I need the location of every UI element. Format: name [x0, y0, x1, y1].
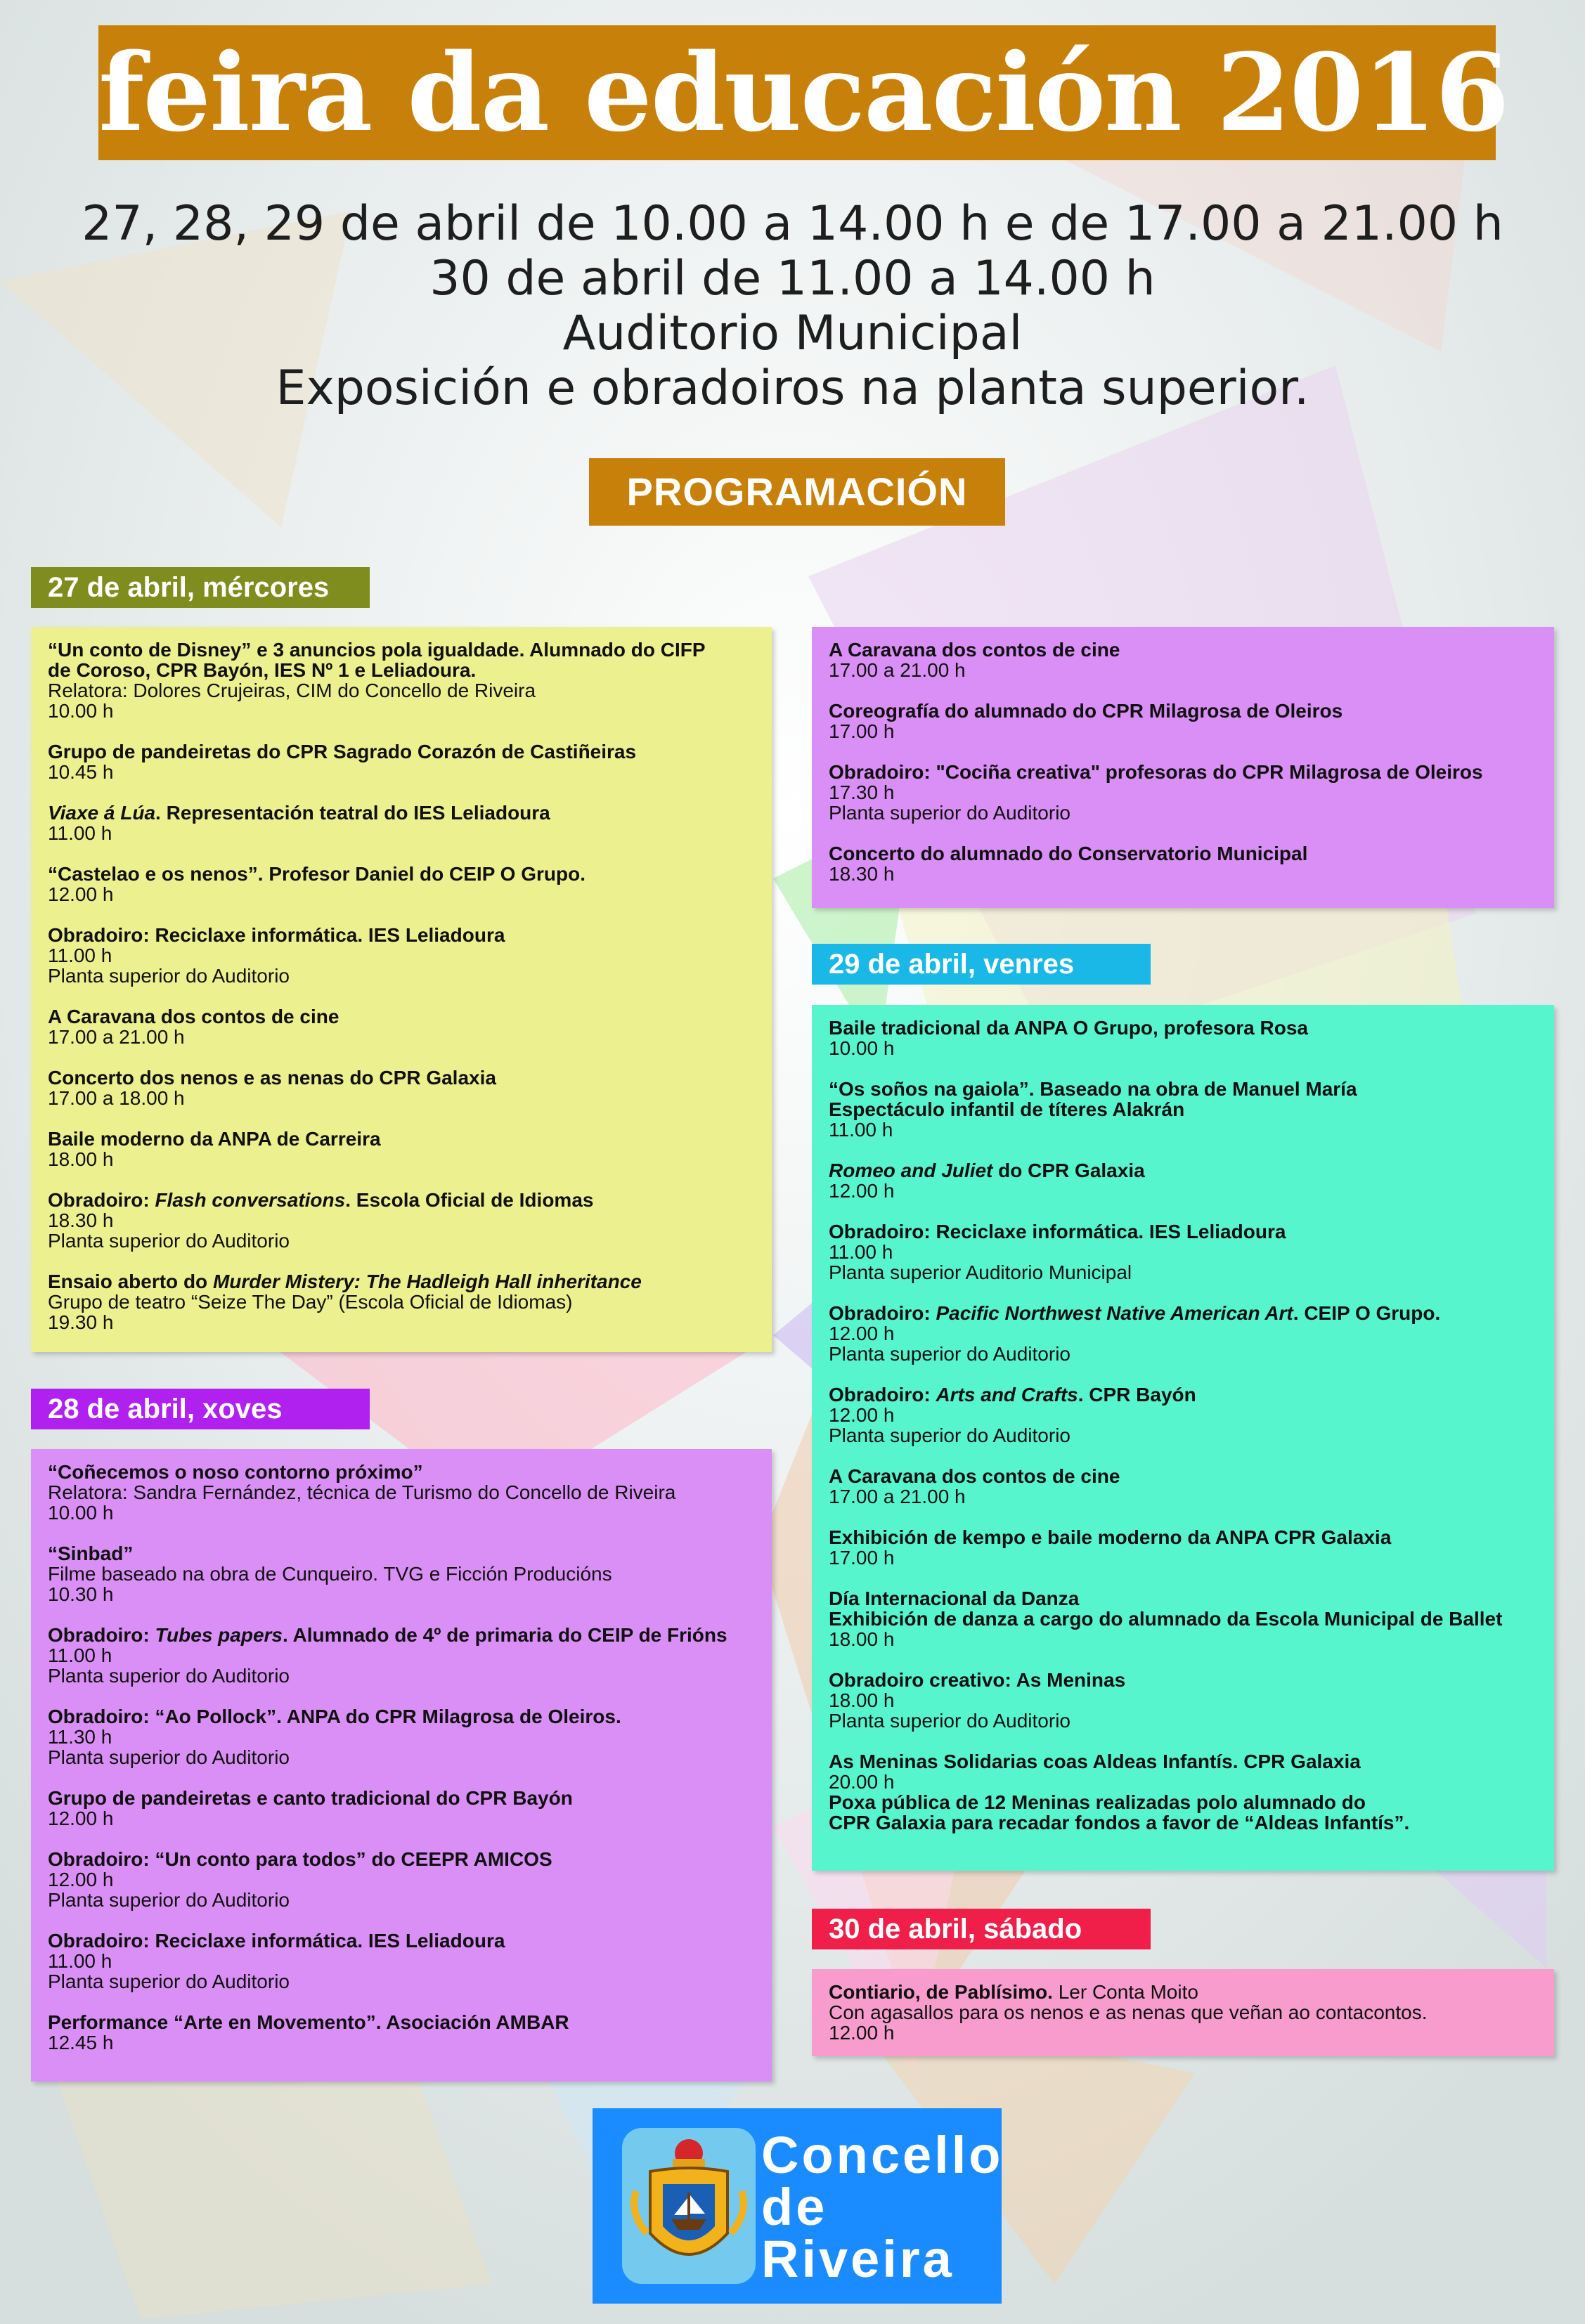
schedule-event [829, 1751, 1537, 1833]
info-saturday: 30 de abril de 11.00 a 14.00 h [429, 251, 1156, 306]
event-title [829, 640, 1537, 660]
schedule-event [48, 1067, 755, 1108]
event-title-text: A Caravana dos contos de cine [48, 1006, 339, 1027]
event-detail: Planta superior do Auditorio [48, 1665, 290, 1687]
event-detail: 18.00 h [48, 1148, 114, 1170]
event-detail: 17.00 h [829, 720, 895, 742]
schedule-29 [812, 1005, 1554, 1871]
event-title [829, 1384, 1537, 1405]
event-title-text: “Un conto de Disney” e 3 anuncios pola igualdade. Alumnado do CIFP [48, 639, 706, 661]
event-detail: 17.30 h [829, 781, 895, 803]
event-title [48, 1190, 755, 1210]
schedule-event [48, 1930, 755, 1992]
event-title-text: A Caravana dos contos de cine [829, 1465, 1120, 1487]
schedule-event [829, 843, 1537, 884]
event-info [0, 197, 1585, 416]
event-title-text: Obradoiro creativo: As Meninas [829, 1669, 1126, 1691]
event-title [829, 1303, 1537, 1323]
event-detail: 12.00 h [829, 1323, 895, 1344]
schedule-30 [812, 1969, 1554, 2056]
event-title-text: Obradoiro: “Ao Pollock”. ANPA do CPR Milagrosa de Oleiros. [48, 1706, 621, 1727]
schedule-event [829, 1466, 1537, 1507]
event-title [829, 1466, 1537, 1486]
event-detail: 20.00 h [829, 1771, 895, 1793]
event-title-text: Grupo de pandeiretas do CPR Sagrado Corazón de Castiñeiras [48, 741, 637, 762]
event-title-italic: Murder Mistery: The Hadleigh Hall inheritance [212, 1271, 642, 1292]
event-title-italic: Viaxe á Lúa [48, 802, 156, 824]
event-detail: 10.00 h [48, 1502, 114, 1524]
event-detail: Con agasallos para os nenos e as nenas que veñan ao contacontos. [829, 2001, 1428, 2023]
schedule-event [829, 1588, 1537, 1649]
schedule-event [829, 1018, 1537, 1058]
event-detail: 11.30 h [48, 1726, 112, 1748]
schedule-event [829, 1221, 1537, 1283]
concello-logo [593, 2108, 1002, 2304]
schedule-event [48, 1788, 755, 1829]
event-detail: 11.00 h [48, 1950, 112, 1972]
logo-text [761, 2126, 1004, 2288]
schedule-event [48, 1625, 755, 1686]
coat-of-arms-icon [622, 2128, 756, 2284]
info-venue: Auditorio Municipal [562, 306, 1023, 361]
schedule-event [48, 2012, 755, 2053]
event-detail: Planta superior do Auditorio [829, 1710, 1070, 1732]
event-title-text: Obradoiro: "Cociña creativa" profesoras do CPR Milagrosa de Oleiros [829, 761, 1483, 783]
event-detail: 12.00 h [829, 2022, 895, 2044]
event-detail: 11.00 h [48, 944, 112, 966]
event-title [829, 1588, 1537, 1609]
event-detail: 12.45 h [48, 2032, 114, 2053]
schedule-event [48, 640, 755, 721]
schedule-event [829, 701, 1537, 741]
event-detail: Planta superior do Auditorio [829, 1424, 1070, 1446]
event-title-rest: . Alumnado de 4º de primaria do CEIP de Frións [283, 1624, 727, 1646]
event-title-text: Obradoiro: “Un conto para todos” do CEEPR AMICOS [48, 1848, 552, 1870]
event-title-italic: Pacific Northwest Native American Art [936, 1302, 1293, 1324]
event-detail: Relatora: Sandra Fernández, técnica de Turismo do Concello de Riveira [48, 1481, 676, 1503]
event-title [829, 1018, 1537, 1038]
event-detail: Planta superior do Auditorio [48, 1746, 290, 1768]
event-title [48, 1706, 755, 1727]
event-detail: Filme baseado na obra de Cunqueiro. TVG e Ficción Producións [48, 1563, 612, 1585]
day-header-29: 29 de abril, venres [812, 944, 1151, 985]
event-detail: Relatora: Dolores Crujeiras, CIM do Concello de Riveira [48, 680, 536, 701]
page-title: feira da educación 2016 [98, 25, 1496, 160]
event-title [48, 864, 755, 884]
event-detail: 12.00 h [48, 883, 114, 905]
event-title-plain: Ler Conta Moito [1052, 1981, 1198, 2003]
schedule-28 [31, 1449, 772, 2082]
event-title-rest: . CPR Bayón [1078, 1384, 1196, 1406]
event-title-italic: Romeo and Juliet [829, 1160, 993, 1181]
event-detail: 10.45 h [48, 761, 114, 783]
schedule-event [829, 640, 1537, 680]
event-title [829, 1221, 1537, 1242]
info-exhibition: Exposición e obradoiros na planta superior. [276, 361, 1309, 416]
event-detail: Espectáculo infantil de títeres Alakrán [829, 1098, 1185, 1120]
event-title-text: Obradoiro: Reciclaxe informática. IES Leliadoura [48, 924, 505, 946]
event-title [48, 1129, 755, 1149]
event-title-text: “Castelao e os nenos”. Profesor Daniel do CEIP O Grupo. [48, 863, 586, 885]
event-title-text: Baile tradicional da ANPA O Grupo, profesora Rosa [829, 1017, 1308, 1039]
event-title-text: Coreografía do alumnado do CPR Milagrosa de Oleiros [829, 700, 1343, 722]
event-title [48, 1788, 755, 1808]
schedule-27 [31, 627, 772, 1352]
event-detail: Planta superior do Auditorio [48, 1971, 290, 1992]
schedule-28-afternoon [812, 627, 1554, 908]
schedule-event [48, 1129, 755, 1169]
event-detail: 10.00 h [48, 700, 114, 722]
event-title [829, 1527, 1537, 1547]
event-detail: Planta superior do Auditorio [48, 1889, 290, 1911]
day-header-27: 27 de abril, mércores [31, 567, 370, 608]
event-title [829, 762, 1537, 782]
event-detail: 11.00 h [829, 1241, 893, 1263]
event-detail: Planta superior do Auditorio [48, 1230, 290, 1252]
schedule-event [48, 925, 755, 986]
logo-line-3: Riveira [761, 2230, 955, 2288]
event-title-text: “Sinbad” [48, 1543, 134, 1564]
logo-line-2: de [761, 2178, 828, 2236]
event-title-italic: Flash conversations [155, 1189, 346, 1211]
schedule-event [829, 1670, 1537, 1731]
schedule-event [829, 762, 1537, 823]
event-title-text: Obradoiro: Reciclaxe informática. IES Leliadoura [48, 1930, 505, 1952]
event-title-prefix: Obradoiro: [829, 1302, 936, 1324]
event-title [829, 701, 1537, 721]
event-title-rest: . Representación teatral do IES Leliadoura [155, 802, 550, 824]
event-detail: Exhibición de danza a cargo do alumnado da Escola Municipal de Ballet [829, 1608, 1503, 1630]
schedule-event [829, 1079, 1537, 1140]
day-header-30: 30 de abril, sábado [812, 1909, 1151, 1949]
event-detail: 18.30 h [829, 863, 895, 885]
event-title-text: Contiario, de Pablísimo. [829, 1981, 1053, 2003]
event-title [829, 1079, 1537, 1099]
event-detail: 17.00 h [829, 1547, 895, 1569]
event-title-text: A Caravana dos contos de cine [829, 639, 1120, 661]
event-detail: 11.00 h [48, 1644, 112, 1666]
event-title [829, 1982, 1537, 2002]
event-title [48, 1849, 755, 1869]
event-title-text: Día Internacional da Danza [829, 1588, 1080, 1609]
event-title [48, 1930, 755, 1951]
event-detail: 17.00 a 18.00 h [48, 1087, 185, 1109]
logo-line-1: Concello [761, 2126, 1004, 2184]
event-title [48, 1625, 755, 1645]
event-title [48, 803, 755, 823]
event-title [48, 1067, 755, 1088]
event-title [48, 1006, 755, 1027]
event-title-prefix: Ensaio aberto do [48, 1271, 213, 1292]
schedule-event [48, 1543, 755, 1604]
event-title [48, 1271, 755, 1292]
schedule-event [829, 1160, 1537, 1201]
event-detail: 12.00 h [829, 1180, 895, 1202]
schedule-event [829, 1527, 1537, 1568]
event-title [829, 1670, 1537, 1690]
event-title-prefix: Obradoiro: [48, 1624, 155, 1646]
event-detail: 18.30 h [48, 1209, 114, 1231]
event-detail: 18.00 h [829, 1689, 895, 1711]
event-title-rest: do CPR Galaxia [992, 1160, 1145, 1181]
event-title-text: As Meninas Solidarias coas Aldeas Infantís. CPR Galaxia [829, 1751, 1361, 1772]
event-title-text: “Os soños na gaiola”. Baseado na obra de Manuel María [829, 1078, 1357, 1100]
event-title [829, 843, 1537, 864]
event-title [829, 1160, 1537, 1181]
schedule-event [829, 1303, 1537, 1364]
event-detail: 11.00 h [48, 822, 112, 844]
event-detail: 17.00 a 21.00 h [48, 1026, 185, 1048]
event-title-italic: Arts and Crafts [936, 1384, 1078, 1406]
event-detail: CPR Galaxia para recadar fondos a favor de “Aldeas Infantís”. [829, 1812, 1410, 1833]
event-title [48, 925, 755, 945]
event-detail: Grupo de teatro “Seize The Day” (Escola Oficial de Idiomas) [48, 1291, 573, 1313]
event-detail: 11.00 h [829, 1119, 893, 1141]
day-header-28: 28 de abril, xoves [31, 1389, 370, 1429]
schedule-event [48, 1006, 755, 1047]
schedule-event [829, 1982, 1537, 2043]
schedule-event [48, 1462, 755, 1523]
event-title [829, 1751, 1537, 1772]
event-detail: 17.00 a 21.00 h [829, 1486, 966, 1507]
event-detail: 19.30 h [48, 1311, 114, 1333]
event-detail: 12.00 h [829, 1404, 895, 1426]
event-title-text: Exhibición de kempo e baile moderno da ANPA CPR Galaxia [829, 1526, 1392, 1548]
event-title-prefix: Obradoiro: [829, 1384, 936, 1406]
schedule-event [829, 1384, 1537, 1446]
event-title-text: Concerto dos nenos e as nenas do CPR Galaxia [48, 1067, 496, 1089]
event-detail: Planta superior do Auditorio [829, 802, 1070, 824]
schedule-event [48, 1706, 755, 1767]
event-detail: 18.00 h [829, 1628, 895, 1650]
programme-heading: PROGRAMACIÓN [589, 458, 1005, 526]
event-detail: Planta superior Auditorio Municipal [829, 1261, 1132, 1283]
event-detail: Poxa pública de 12 Meninas realizadas polo alumnado do [829, 1791, 1366, 1813]
event-title-text: Baile moderno da ANPA de Carreira [48, 1128, 381, 1150]
event-title-text: “Coñecemos o noso contorno próximo” [48, 1461, 423, 1483]
schedule-event [48, 864, 755, 904]
event-detail: de Coroso, CPR Bayón, IES Nº 1 e Leliadoura. [48, 659, 477, 681]
event-detail: 17.00 a 21.00 h [829, 659, 966, 681]
event-detail: 10.30 h [48, 1583, 114, 1605]
event-title [48, 2012, 755, 2032]
event-title-text: Concerto do alumnado do Conservatorio Municipal [829, 843, 1308, 864]
schedule-event [48, 1271, 755, 1332]
event-detail: 10.00 h [829, 1037, 895, 1059]
event-title-italic: Tubes papers [155, 1624, 283, 1646]
event-title [48, 1543, 755, 1564]
event-title [48, 640, 755, 660]
event-title-text: Performance “Arte en Movemento”. Asociación AMBAR [48, 2011, 569, 2033]
event-detail: 12.00 h [48, 1807, 114, 1829]
event-title-rest: . CEIP O Grupo. [1293, 1302, 1441, 1324]
event-title-text: Obradoiro: Reciclaxe informática. IES Leliadoura [829, 1221, 1286, 1242]
event-title-rest: . Escola Oficial de Idiomas [345, 1189, 594, 1211]
event-title [48, 1462, 755, 1482]
schedule-event [48, 803, 755, 843]
schedule-event [48, 1190, 755, 1251]
event-title-prefix: Obradoiro: [48, 1189, 155, 1211]
info-dates: 27, 28, 29 de abril de 10.00 a 14.00 h e de 17.00 a 21.00 h [82, 196, 1503, 252]
schedule-event [48, 1849, 755, 1910]
schedule-event [48, 741, 755, 782]
event-title-text: Grupo de pandeiretas e canto tradicional do CPR Bayón [48, 1787, 573, 1809]
event-title [48, 741, 755, 762]
event-detail: 12.00 h [48, 1869, 114, 1890]
event-detail: Planta superior do Auditorio [829, 1343, 1070, 1365]
event-detail: Planta superior do Auditorio [48, 965, 290, 987]
